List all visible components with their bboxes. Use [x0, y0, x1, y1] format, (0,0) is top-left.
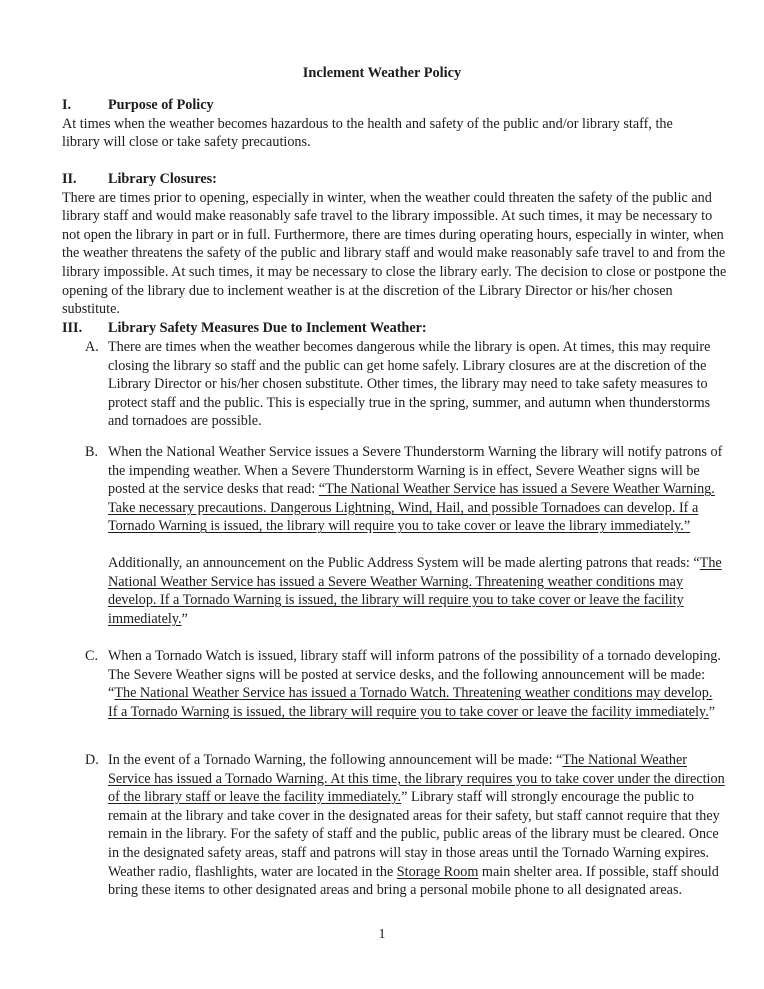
section-heading [62, 319, 722, 338]
document-title: Inclement Weather Policy [302, 65, 462, 81]
list-item-text-end: main shelter area. If possible, staff should bring these items to other designated areas and bring a personal mobile phone to all designated areas. [108, 863, 719, 899]
section-body: At times when the weather becomes hazardous to the health and safety of the public and/or library staff, the library will close or take safety precautions. [62, 115, 673, 151]
section-heading [62, 96, 722, 115]
section-heading [62, 170, 722, 189]
section-title: Purpose of Policy [108, 97, 214, 113]
storage-room-location: Storage Room [396, 863, 479, 880]
list-item-b [85, 443, 725, 628]
section-purpose [62, 96, 722, 152]
list-item-letter: D. [85, 752, 99, 768]
announcement-quote: The National Weather Service has issued a Severe Weather Warning. Threatening weather conditions may develop. If a Tornado Warning is issued, the library will require you to take cover or leave the facility immediately. [108, 554, 722, 627]
list-item-text: In the event of a Tornado Warning, the following announcement will be made: “ [108, 752, 563, 768]
announcement-quote: The National Weather Service has issued a Tornado Warning. At this time, the library requires you to take cover under the direction of the library staff or leave the facility immediately. [108, 752, 725, 806]
section-title: Library Closures: [108, 171, 217, 187]
list-item-text: When a Tornado Watch is issued, library staff will inform patrons of the possibility of a tornado developing. The Severe Weather signs will be posted at service desks, and the following announcement will be made: “ [108, 648, 721, 702]
list-item-c [85, 647, 725, 721]
section-title: Library Safety Measures Due to Inclement Weather: [108, 320, 427, 336]
page-number: 1 [378, 927, 386, 942]
section-number: II. [62, 171, 77, 187]
list-item-d [85, 751, 725, 900]
list-item-text: There are times when the weather becomes dangerous while the library is open. At times, this may require closing the library so staff and the public can get home safely. Library closures are at the discretion of the Library Director or his/her chosen substitute. Other times, the library may need to take safety measures to protect staff and the public. This is especially true in the spring, summer, and autumn when thunderstorms and tornadoes are possible. [108, 339, 711, 430]
section-safety-measures [62, 319, 722, 338]
list-item-letter: C. [85, 648, 99, 664]
announcement-intro: Additionally, an announcement on the Public Address System will be made alerting patrons that reads: “ [108, 554, 700, 571]
sign-quote: “The National Weather Service has issued a Severe Weather Warning. Take necessary precautions. Dangerous Lightning, Wind, Hail, and possible Tornadoes can develop. If a Tornado Warning is issued, the library will require you to take cover or leave the library immediately.” [108, 481, 715, 535]
section-body: There are times prior to opening, especially in winter, when the weather could threaten the safety of the public and library staff and would make reasonably safe travel to the library impossible. At such times, it may be necessary to not open the library in part or in full. Furthermore, there are times during operating hours, especially in winter, when the weather threatens the safety of the public and library staff and would make reasonably safe travel to and from the library impossible. At such times, it may be necessary to close the library early. The decision to close or postpone the opening of the library due to inclement weather is at the discretion of the Library Director or his/her chosen substitute. [62, 189, 727, 318]
section-number: III. [62, 320, 83, 336]
section-number: I. [62, 97, 72, 113]
closing-quote: ” [181, 610, 188, 627]
list-item-a [85, 338, 725, 431]
announcement-quote: The National Weather Service has issued a Tornado Watch. Threatening weather conditions may develop. If a Tornado Warning is issued, the library will require you to take cover or leave the facility immediately. [108, 685, 713, 720]
section-closures [62, 170, 727, 319]
closing-quote: ” [708, 703, 716, 720]
list-item-text: When the National Weather Service issues a Severe Thunderstorm Warning the library will notify patrons of the impending weather. When a Severe Thunderstorm Warning is in effect, Severe Weather signs will be posted at the service desks that read: [108, 444, 723, 498]
list-item-letter: B. [85, 444, 99, 460]
list-item-letter: A. [85, 339, 99, 355]
list-item-text-continued: ” Library staff will strongly encourage the public to remain at the library and take cover in the designated areas for their safety, but staff cannot require that they remain in the library. For the safety of staff and the public, public areas of the library must be cleared. Once in the designated safety areas, staff and patrons will stay in those areas until the Tornado Warning expires. Weather radio, flashlights, water are located in the [108, 789, 720, 880]
